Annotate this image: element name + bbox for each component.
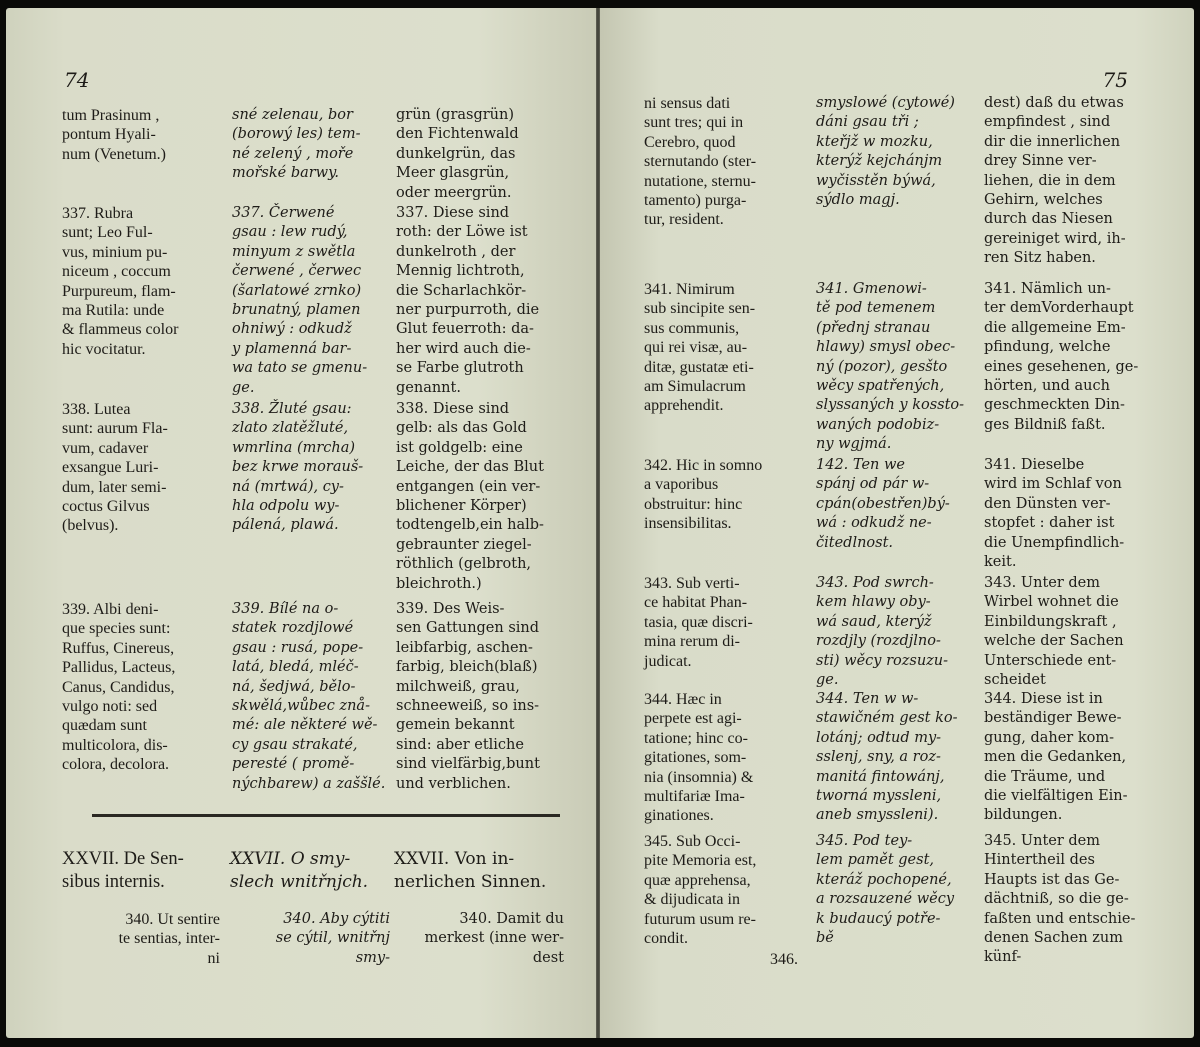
page-number-left: 74 bbox=[64, 68, 90, 92]
german-column: 337. Diese sind roth: der Löwe ist dunkelroth , der Mennig lichtroth, die Scharlachkör- ner purpurroth, die Glut feuerroth: da- her wird auch die- se Farbe glutroth genannt. bbox=[396, 205, 540, 396]
czech-column: 339. Bílé na o- statek rozdjlowé gsau : rusá, pope- latá, bledá, mléč- ná, šedjwá, bělo- skwělá,wůbec znå- mé: ale některé wě- cy gsau strakaté, peresté ( promě- nýchbarew) a zaššlé. bbox=[232, 601, 386, 792]
paragraph-345 bbox=[644, 832, 1150, 968]
czech-column: 343. Pod swrch- kem hlawy oby- wá saud, kterýž rozdjly (rozdjlno- sti) wěcy rozsuzu- ge. bbox=[816, 575, 949, 689]
paragraph-340 bbox=[62, 910, 564, 968]
german-column: 338. Diese sind gelb: als das Gold ist goldgelb: eine Leiche, der das Blut entgangen (ein ver- blichener Körper) todtengelb,ein halb- gebraunter ziegel- röthlich (gelbroth, bleichroth.) bbox=[396, 401, 544, 592]
paragraph-339 bbox=[62, 600, 564, 794]
paragraph-344 bbox=[644, 690, 1150, 826]
czech-column: sné zelenau, bor (borowý les) tem- né zelený , moře mořské barwy. bbox=[232, 107, 361, 182]
german-column: 341. Nämlich un- ter demVorderhaupt die allgemeine Em- pfindung, welche eines gesehenen, ge- hörten, und auch geschmeckten Din- ges Bildniß faßt. bbox=[984, 281, 1139, 433]
left-top-row bbox=[62, 106, 564, 203]
czech-column: 344. Ten w w- stawičném gest ko- lotánj; odtud my- sslenj, sny, a roz- manitá fintowánj, tworná myssleni, aneb smyssleni). bbox=[816, 691, 958, 824]
section-divider bbox=[92, 814, 560, 817]
czech-column: 345. Pod tey- lem pamět gest, kteráž pochopené, a rozsauzené wěcy k budaucý potře- bě bbox=[816, 833, 955, 947]
latin-column: 344. Hæc in perpete est agi- tatione; hinc co- gitationes, som- nia (insomnia) & multifariæ Ima- ginationes. bbox=[644, 691, 754, 825]
left-page bbox=[6, 8, 596, 1038]
czech-column: 337. Čerwené gsau : lew rudý, minyum z swětla čerwené , čerwec (šarlatowé zrnko) brunatný, plamen ohniwý : odkudž y plamenná bar- wa tato se gmenu- ge. bbox=[232, 205, 368, 396]
chapter-heading-latin: XXVII. De Sen- sibus internis. bbox=[62, 849, 184, 892]
german-column: dest) daß du etwas empfindest , sind dir die innerlichen drey Sinne ver- liehen, die in dem Gehirn, welches durch das Niesen gereiniget wird, ih- ren Sitz haben. bbox=[984, 95, 1126, 267]
german-column: 339. Des Weis- sen Gattungen sind leibfarbig, aschen- farbig, bleich(blaß) milchweiß, grau, schneeweiß, so ins- gemein bekannt sind: aber etliche sind vielfärbig,bunt und verblichen. bbox=[396, 601, 540, 792]
chapter-heading-czech: XXVII. O smy- slech wnitřnjch. bbox=[230, 849, 369, 892]
german-column: 340. Damit du merkest (inne wer- dest bbox=[424, 911, 564, 966]
paragraph-337 bbox=[62, 204, 564, 398]
latin-column: 341. Nimirum sub sincipite sen- sus communis, qui rei visæ, au- ditæ, gustatæ eti- am Simulacrum apprehendit. bbox=[644, 281, 756, 415]
german-column: 344. Diese ist in beständiger Bewe- gung, daher kom- men die Gedanken, die Träume, und die vielfältigen Ein- bildungen. bbox=[984, 691, 1128, 824]
latin-column: 339. Albi deni- que species sunt: Ruffus, Cinereus, Pallidus, Lacteus, Canus, Candidus, vulgo noti: sed quædam sunt multicolora, dis- colora, decolora. bbox=[62, 601, 176, 774]
latin-column: 338. Lutea sunt: aurum Fla- vum, cadaver exsangue Luri- dum, later semi- coctus Gilvus (belvus). bbox=[62, 401, 168, 535]
czech-column: 341. Gmenowi- tě pod temenem (přednj stranau hlawy) smysl obec- ný (pozor), gesšto wěcy spatřených, slyssaných y kossto- waných podobiz- ny wgjmá. bbox=[816, 281, 965, 453]
paragraph-341 bbox=[644, 280, 1150, 455]
chapter-heading-german: XXVII. Von in- nerlichen Sinnen. bbox=[394, 849, 547, 892]
latin-column: 345. Sub Occi- pite Memoria est, quæ apprehensa, & dijudicata in futurum usum re- condit. bbox=[644, 833, 757, 948]
german-column: 345. Unter dem Hintertheil des Haupts ist das Ge- dächtniß, so die ge- faßten und entschie- denen Sachen zum künf- bbox=[984, 833, 1136, 966]
latin-column: 342. Hic in somno a vaporibus obstruitur: hinc insensibilitas. bbox=[644, 457, 763, 533]
czech-column: 338. Žluté gsau: zlato zlatěžluté, wmrlina (mrcha) bez krwe morauš- ná (mrtwá), cy- hla odpolu wy- pálená, plawá. bbox=[232, 401, 364, 534]
right-page bbox=[600, 8, 1194, 1038]
paragraph-343 bbox=[644, 574, 1150, 690]
latin-column: 340. Ut sentire te sentias, inter- ni bbox=[118, 911, 220, 967]
latin-column: tum Prasinum , pontum Hyali- num (Venetum.) bbox=[62, 107, 166, 163]
catchword: 346. bbox=[770, 951, 798, 968]
latin-column: ni sensus dati sunt tres; qui in Cerebro, quod sternutando (ster- nutatione, sternu- tamento) purga- tur, resident. bbox=[644, 95, 757, 229]
page-number-right: 75 bbox=[1102, 68, 1128, 92]
right-top-row bbox=[644, 94, 1150, 269]
german-column: 341. Dieselbe wird im Schlaf von den Dünsten ver- stopfet : daher ist die Unempfindlich- keit. bbox=[984, 457, 1125, 571]
latin-column: 343. Sub verti- ce habitat Phan- tasia, quæ discri- mina rerum di- judicat. bbox=[644, 575, 753, 670]
czech-column: smyslowé (cytowé) dáni gsau tři ; kteřjž w mozku, kterýž kejchánjm wyčisstěn býwá, sýdlo magj. bbox=[816, 95, 955, 209]
czech-column: 340. Aby cýtiti se cýtil, wnitřnj smy- bbox=[275, 911, 390, 966]
german-column: grün (grasgrün) den Fichtenwald dunkelgrün, das Meer glasgrün, oder meergrün. bbox=[396, 107, 519, 201]
paragraph-338 bbox=[62, 400, 564, 594]
german-column: 343. Unter dem Wirbel wohnet die Einbildungskraft , welche der Sachen Unterschiede ent- scheidet bbox=[984, 575, 1124, 689]
latin-column: 337. Rubra sunt; Leo Ful- vus, minium pu- niceum , coccum Purpureum, flam- ma Rutila: unde & flammeus color hic vocitatur. bbox=[62, 205, 179, 358]
paragraph-342 bbox=[644, 456, 1150, 572]
czech-column: 142. Ten we spánj od pár w- cpán(obestřen)bý- wá : odkudž ne- čitedlnost. bbox=[816, 457, 950, 551]
